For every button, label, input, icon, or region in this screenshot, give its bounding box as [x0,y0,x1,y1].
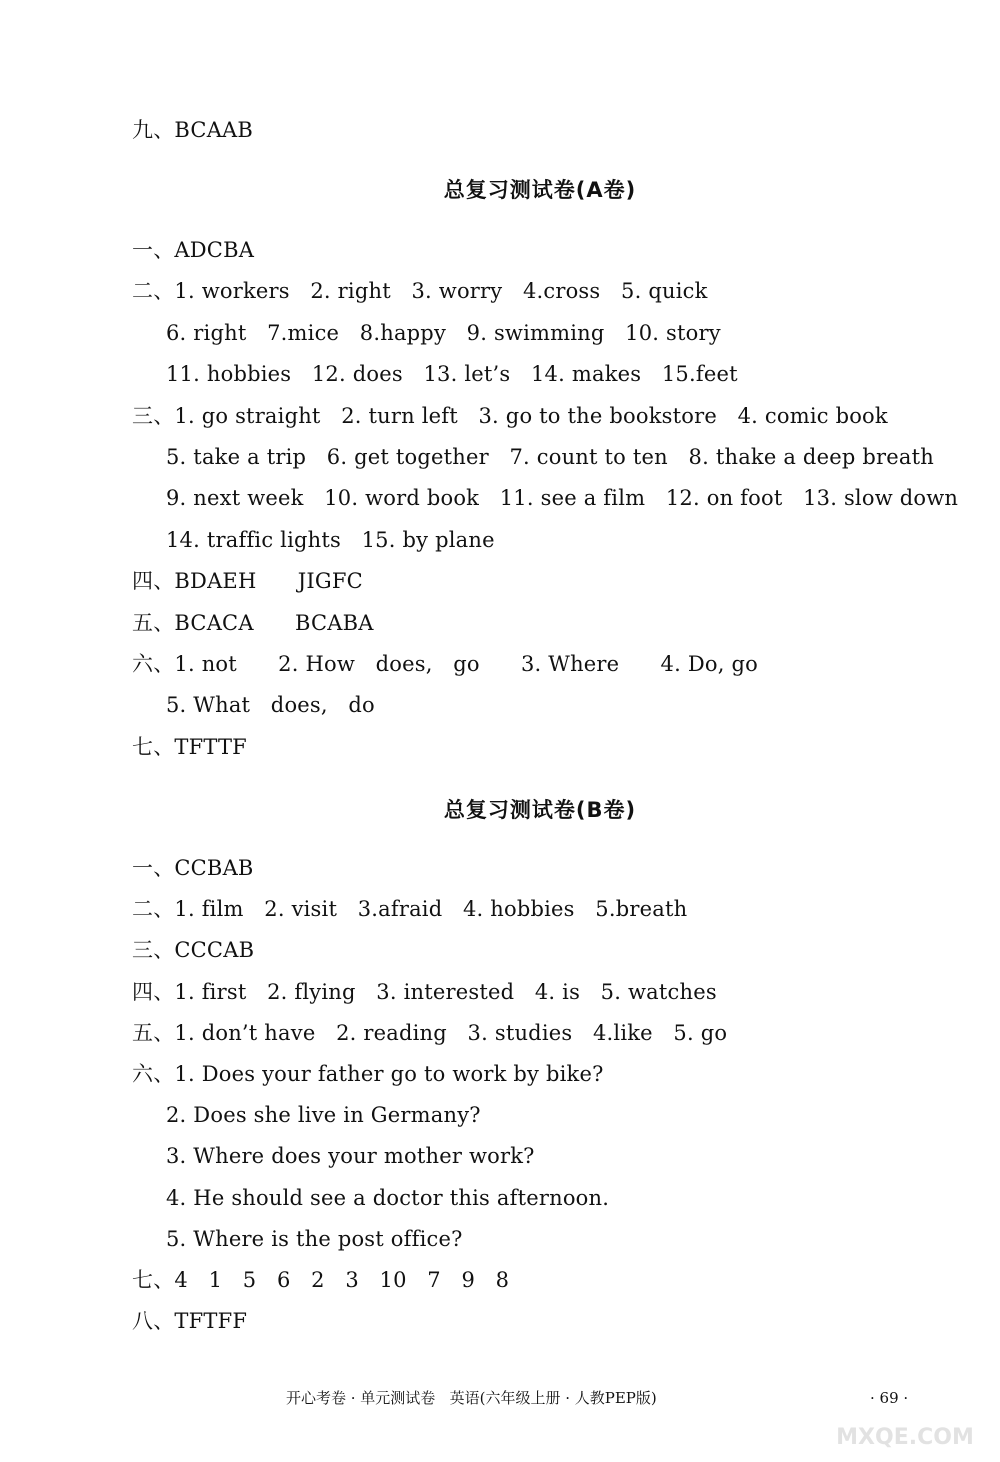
answer-line: 5. What does, do [166,693,375,718]
answer-line: 一、CCBAB [132,856,254,880]
answer-line: 11. hobbies 12. does 13. let’s 14. makes 15.feet [166,362,738,387]
watermark-text: MXQE.COM [836,1425,974,1450]
answer-line: 九、BCAAB [132,118,254,142]
answer-line: 4. He should see a doctor this afternoon. [166,1185,610,1210]
answer-line: 二、1. workers 2. right 3. worry 4.cross 5. quick [132,279,708,304]
answer-line: 三、CCCAB [132,938,255,963]
answer-line: 六、1. not 2. How does, go 3. Where 4. Do, go [132,652,758,676]
answer-line: 6. right 7.mice 8.happy 9. swimming 10. story [166,320,721,345]
answer-line: 七、4 1 5 6 2 3 10 7 9 8 [132,1268,510,1292]
answer-line: 2. Does she live in Germany? [166,1103,481,1128]
answer-line: 一、ADCBA [132,238,255,262]
footer-title: 开心考卷 · 单元测试卷 英语(六年级上册 · 人教PEP版) [286,1389,657,1407]
answer-line: 五、1. don’t have 2. reading 3. studies 4.like 5. go [132,1020,728,1045]
answer-line: 3. Where does your mother work? [166,1144,535,1169]
answer-line: 14. traffic lights 15. by plane [166,527,495,552]
answer-line: 四、BDAEH JIGFC [132,569,363,594]
answer-line: 四、1. first 2. flying 3. interested 4. is 5. watches [132,979,717,1004]
answer-line: 六、1. Does your father go to work by bike? [132,1062,604,1086]
watermark-logo [820,1392,990,1456]
answer-line: 9. next week 10. word book 11. see a film 12. on foot 13. slow down [166,486,959,511]
answer-line: 5. Where is the post office? [166,1226,463,1251]
answer-line: 八、TFTFF [132,1309,248,1334]
answer-line: 5. take a trip 6. get together 7. count to ten 8. thake a deep breath [166,445,934,469]
page-number: · 69 · [870,1389,909,1407]
answer-line: 五、BCACA BCABA [132,610,374,635]
section-a-heading: 总复习测试卷(A卷) [443,178,637,202]
section-b-heading: 总复习测试卷(B卷) [443,798,637,822]
answer-line: 七、TFTTF [132,734,247,759]
answer-line: 二、1. film 2. visit 3.afraid 4. hobbies 5.breath [132,897,688,922]
answer-line: 三、1. go straight 2. turn left 3. go to the bookstore 4. comic book [132,403,888,428]
